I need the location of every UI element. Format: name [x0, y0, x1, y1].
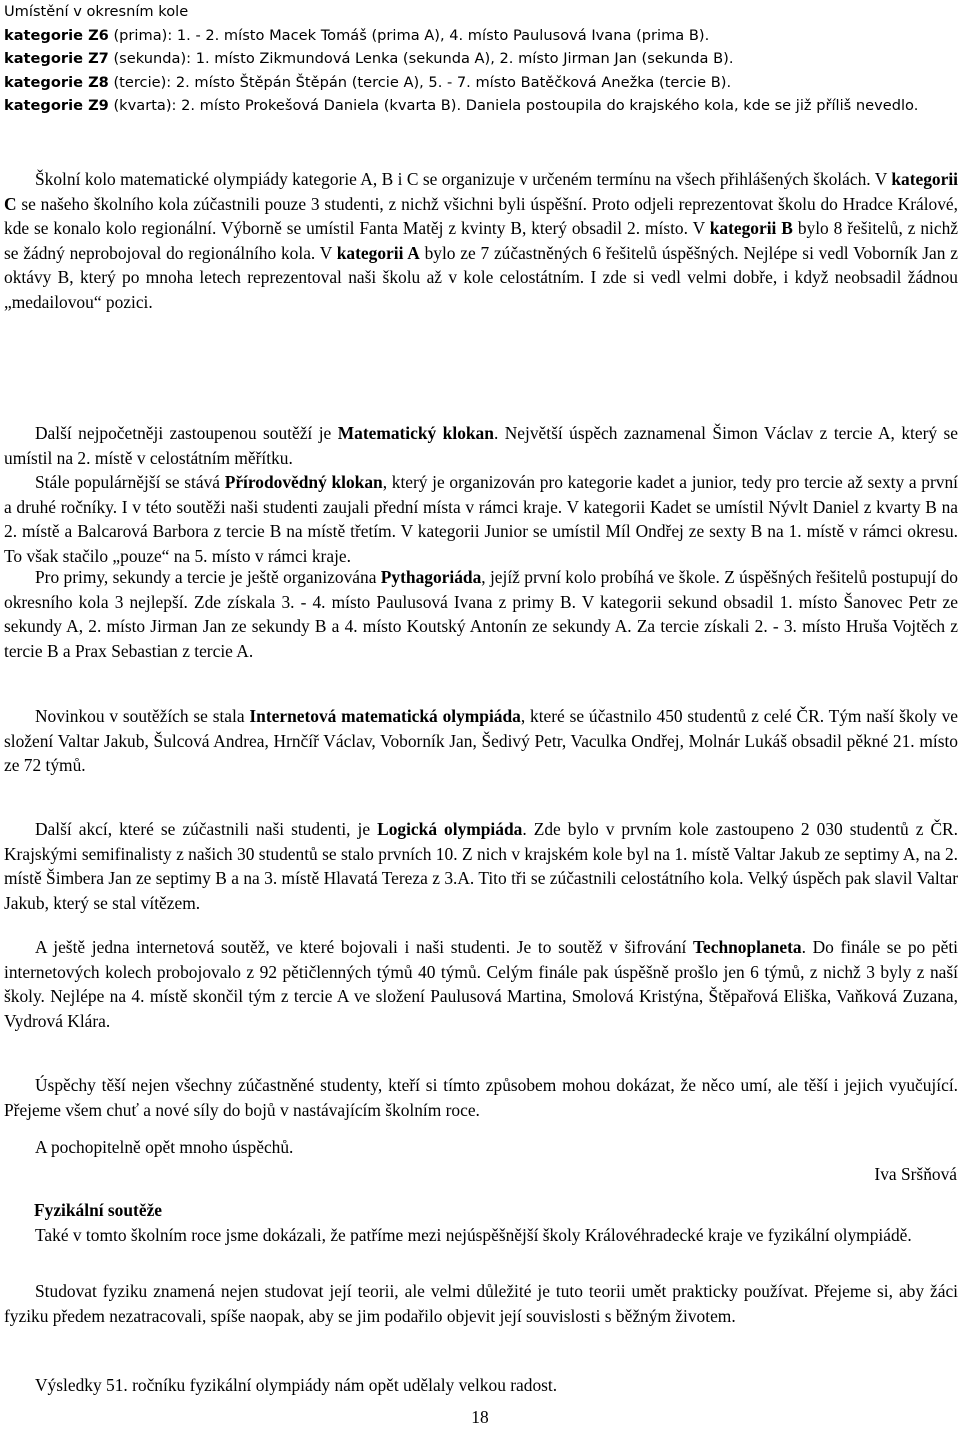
text-run: Novinkou v soutěžích se stala: [35, 706, 250, 726]
emphasis: Přírodovědný klokan: [224, 472, 383, 492]
paragraph-pythagoriada: [4, 565, 958, 663]
text-run: Další nejpočetněji zastoupenou soutěží je: [35, 423, 338, 443]
result-text: (prima): 1. - 2. místo Macek Tomáš (prima A), 4. místo Paulusová Ivana (prima B).: [108, 26, 710, 44]
emphasis: kategorii C: [4, 169, 958, 214]
paragraph-fyzika-study: Studovat fyziku znamená nejen studovat její teorii, ale velmi důležité je tuto teorii umět prakticky používat. Přejeme si, aby žáci fyziku předem nezatracovali, spíše naopak, aby se jim podařilo objevit její souvislosti s běžným životem.: [4, 1281, 958, 1326]
paragraph-fyzika-intro: Také v tomto školním roce jsme dokázali, že patříme mezi nejúspěšnější školy Královéhradecké kraje ve fyzikální olympiádě.: [35, 1225, 912, 1245]
paragraph-logicka-olympiada: [4, 817, 958, 915]
district-round-results: [4, 0, 958, 118]
section-heading-fyzika: Fyzikální soutěže: [34, 1200, 163, 1220]
result-text: (sekunda): 1. místo Zikmundová Lenka (sekunda A), 2. místo Jirman Jan (sekunda B).: [108, 50, 734, 68]
text-run: . Zde bylo v prvním kole zastoupeno 2 030 studentů z ČR. Krajskými semifinalisty z našich 30 studentů se stalo prvních 10. Z nich v krajském kole byl na 1. místě Valtar Jakub ze septimy A, na 2. místě Šimbera Jan ze septimy B a na 3. místě Hlavatá Tereza z 3.A. Tito tři se zúčastnili celostátního kola. Velký úspěch pak slavil Valtar Jakub, který se stal vítězem.: [4, 819, 959, 913]
category-label: kategorie Z9: [4, 97, 109, 115]
paragraph-internetova-olympiada: [4, 704, 958, 778]
emphasis: Logická olympiáda: [377, 819, 523, 839]
text-run: A ještě jedna internetová soutěž, ve které bojovali i naši studenti. Je to soutěž v šifrování: [35, 937, 693, 957]
text-run: . Do finále se po pěti internetových kolech probojovalo z 92 pětičlenných týmů 40 týmů. Celým finále pak úspěšně prošlo jen 6 týmů, z nichž 3 byly z naší školy. Nejlépe na 4. místě skončil tým z tercie A ve složení Paulusová Martina, Smolová Kristýna, Štěpařová Eliška, Vaňková Zuzana, Vydrová Klára.: [4, 937, 958, 1031]
text-run: Další akcí, které se zúčastnili naši studenti, je: [35, 819, 378, 839]
text-run: . Největší úspěch zaznamenal Šimon Václav z tercie A, který se umístil na 2. místě v celostátním měřítku.: [4, 423, 958, 468]
paragraph-fyzika-results: Výsledky 51. ročníku fyzikální olympiády nám opět udělaly velkou radost.: [35, 1375, 558, 1395]
text-run: Stále populárnější se stává: [35, 472, 225, 492]
emphasis: kategorii B: [709, 218, 793, 239]
page-number: 18: [471, 1407, 489, 1427]
result-z6: [4, 24, 958, 48]
text-run: , které se účastnilo 450 studentů z celé ČR. Tým naší školy ve složení Valtar Jakub, Šulcová Andrea, Hrnčíř Václav, Voborník Jan, Šedivý Petr, Vaculka Ondřej, Molnár Lukáš obsadil pěkné 21. místo ze 72 týmů.: [4, 706, 958, 776]
paragraph-klokan: [4, 421, 958, 470]
result-text: (tercie): 2. místo Štěpán Štěpán (tercie A), 5. - 7. místo Batěčková Anežka (tercie B).: [108, 73, 732, 91]
signature: Iva Sršňová: [874, 1164, 957, 1184]
text-run: Školní kolo matematické olympiády kategorie A, B i C se organizuje v určeném termínu na všech přihlášených školách. V: [35, 169, 892, 189]
paragraph-closing: A pochopitelně opět mnoho úspěchů.: [35, 1137, 294, 1157]
category-label: kategorie Z7: [4, 50, 109, 68]
text-run: se našeho školního kola zúčastnili pouze 3 studenti, z nichž všichni byli úspěšní. Proto odjeli reprezentovat školu do Hradce Králové, kde se konalo kolo regionální. Výborně se umístil Fanta Matěj z kvinty B, který obsadil 2. místo. V: [4, 193, 958, 239]
text-run: , jejíž první kolo probíhá ve škole. Z úspěšných řešitelů postupují do okresního kola 3 nejlepší. Zde získala 3. - 4. místo Paulusová Ivana z primy B. V kategorii sekund obsadil 1. místo Šanovec Petr ze sekundy A, 2. místo Jirman Jan ze sekundy B a 4. místo Koutský Antonín ze sekundy A. Za tercie získali 2. - 3. místo Hruša Vojtěch z tercie B a Prax Sebastian z tercie A.: [4, 567, 958, 661]
result-z7: [4, 47, 958, 71]
paragraph-school-round: [4, 167, 958, 315]
text-run: bylo 8 řešitelů, z nichž se žádný neprobojoval do regionálního kola. V: [4, 218, 958, 263]
emphasis: Pythagoriáda: [380, 567, 482, 587]
text-run: , který je organizován pro kategorie kadet a junior, tedy pro tercie až sexty a první a druhé ročníky. I v této soutěži naši studenti zaujali přední místa v rámci kraje. V kategorii Kadet se umístil Nývlt Daniel z kvarty B na 2. místě a Balcarová Barbora z tercie B na místě třetím. V kategorii Junior se umístil Míl Ondřej ze sexty B na 1. místě v rámci okresu. To však stačilo „pouze“ na 5. místo v rámci kraje.: [4, 472, 958, 566]
emphasis: Internetová matematická olympiáda: [249, 706, 521, 726]
result-z8: [4, 71, 958, 95]
result-text: (kvarta): 2. místo Prokešová Daniela (kvarta B). Daniela postoupila do krajského kola, kde se již příliš nevedlo.: [108, 97, 919, 115]
category-label: kategorie Z6: [4, 26, 109, 44]
paragraph-technoplaneta: [4, 935, 958, 1033]
text-run: Pro primy, sekundy a tercie je ještě organizována: [35, 567, 381, 587]
emphasis: Matematický klokan: [337, 423, 494, 443]
text-run: bylo ze 7 zúčastněných 6 řešitelů úspěšných. Nejlépe si vedl Voborník Jan z oktávy B, který po mnoha letech reprezentoval naši školu až v kole celostátním. I zde si vedl velmi dobře, i když neobsadil žádnou „medailovou“ pozici.: [4, 242, 958, 312]
results-intro: Umístění v okresním kole: [4, 3, 189, 20]
paragraph-uspechy: Úspěchy těší nejen všechny zúčastněné studenty, kteří si tímto způsobem mohou dokázat, že něco umí, ale těší i jejich vyučující. Přejeme všem chuť a nové síly do bojů v nastávajícím školním roce.: [4, 1075, 958, 1120]
category-label: kategorie Z8: [4, 73, 109, 91]
emphasis: kategorii A: [336, 242, 420, 263]
result-z9: [4, 94, 958, 118]
emphasis: Technoplaneta: [693, 937, 802, 957]
paragraph-prirodovedny-klokan: [4, 470, 958, 568]
